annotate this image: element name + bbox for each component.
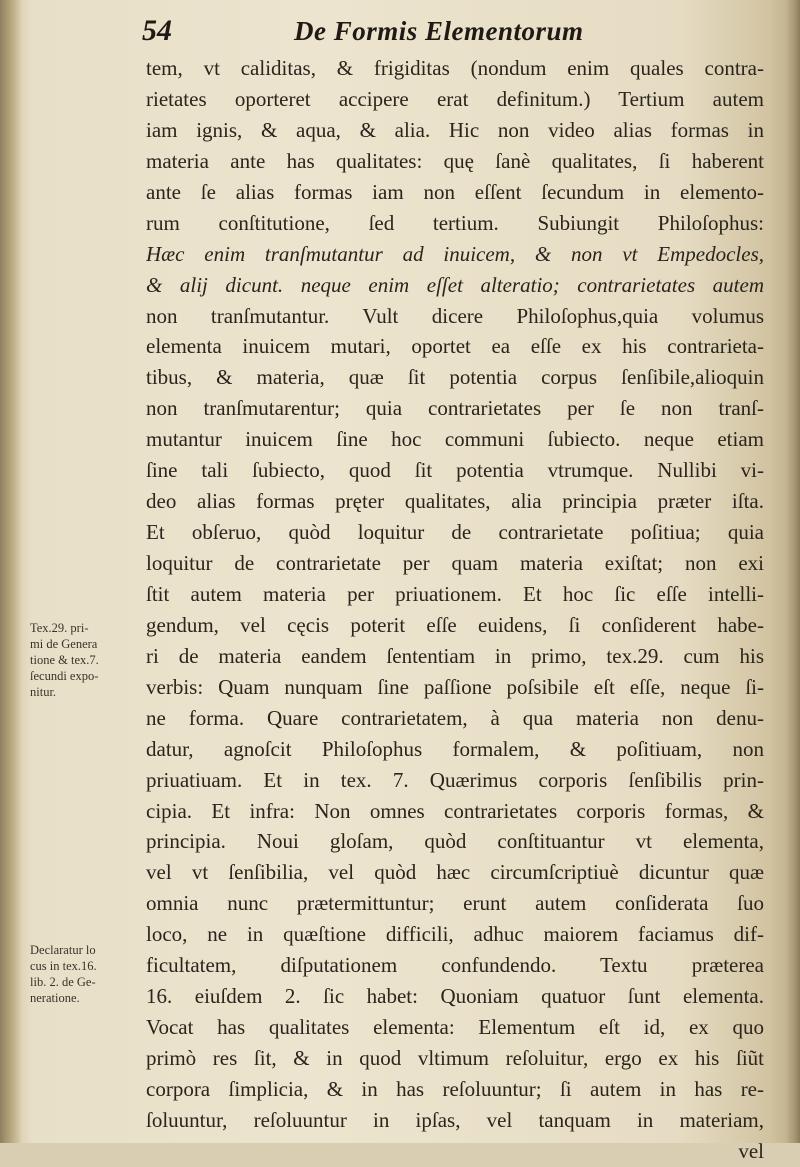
text-line: & alij dicunt. neque enim eſſet alteratio; contrarietates autem [146,272,764,297]
text-line: materia ante has qualitates: quę ſanè qualitates, ſi haberent [146,148,764,173]
gutter-shadow [0,0,22,1143]
text-line: ſoluuntur, reſoluuntur in ipſas, vel tanquam in materiam, [146,1107,764,1132]
marginal-note-line: cus in tex.16. [30,959,97,973]
text-line: deo alias formas pręter qualitates, alia principia præter iſta. [146,489,764,514]
text-line: loquitur de contrarietate per quam materia exiſtat; non exi [146,551,764,575]
text-line: 16. eiuſdem 2. ſic habet: Quoniam quatuor ſunt elementa. [146,984,764,1009]
marginal-note-tex29 [30,620,138,700]
text-line: primò res ſit, & in quod vltimum reſoluitur, ergo ex his ſiũt [146,1046,764,1070]
marginal-note-tex16 [30,942,138,1006]
text-line: iam ignis, & aqua, & alia. Hic non video alias formas in [146,117,764,142]
text-line: priuatiuam. Et in tex. 7. Quærimus corporis ſenſibilis prin- [146,767,764,792]
marginal-note-line: neratione. [30,991,80,1005]
text-line: mutantur inuicem ſine hoc communi ſubiecto. neque etiam [146,427,764,452]
text-line: ne forma. Quare contrarietatem, à qua materia non denu- [146,705,764,730]
text-line: elementa inuicem mutari, oportet ea eſſe ex his contrarieta- [146,334,764,359]
marginal-note-line: Declaratur lo [30,943,96,957]
text-line: non tranſmutarentur; quia contrarietates per ſe non tranſ- [146,396,764,421]
marginal-note-line: ſecundi expo- [30,669,99,683]
marginal-note-line: Tex.29. pri- [30,621,89,635]
text-line: principia. Noui gloſam, quòd conſtituantur vt elementa, [146,829,764,854]
marginal-note-line: mi de Genera [30,637,98,651]
text-line: verbis: Quam nunquam ſine paſſione poſsibile eſt eſſe, neque ſi- [146,674,764,699]
text-line: tibus, & materia, quæ ſit potentia corpus ſenſibile,alioquin [146,365,764,390]
text-line: non tranſmutantur. Vult dicere Philoſophus,quia volumus [146,303,764,328]
page-number: 54 [142,14,172,47]
text-line: corpora ſimplicia, & in has reſoluuntur; ſi autem in has re- [146,1076,764,1101]
catchword: vel [738,1138,764,1163]
text-line: vel vt ſenſibilia, vel quòd hæc circumſcriptiuè dicuntur quæ [146,860,764,885]
page-edge [786,0,800,1143]
text-line: ante ſe alias formas iam non eſſent ſecundum in elemento- [146,179,764,204]
text-line: Et obſeruo, quòd loquitur de contrarietate poſitiua; quia [146,520,764,545]
body-text [146,53,764,1167]
text-line: Vocat has qualitates elementa: Elementum eſt id, ex quo [146,1015,764,1040]
marginal-note-line: lib. 2. de Ge- [30,975,96,989]
text-line: ficultatem, diſputationem confundendo. Textu præterea [146,953,764,978]
text-line: gendum, vel cęcis poterit eſſe euidens, ſi conſiderent habe- [146,612,764,637]
text-line: ſine tali ſubiecto, quod ſit potentia vtrumque. Nullibi vi- [146,458,764,483]
text-line: omnia nunc prætermittuntur; erunt autem conſiderata ſuo [146,891,764,916]
text-line: cipia. Et infra: Non omnes contrarietates corporis formas, & [146,798,764,823]
text-line: rum conſtitutione, ſed tertium. Subiungit Philoſophus: [146,210,764,235]
text-line: tem, vt caliditas, & frigiditas (nondum enim quales contra- [146,56,764,80]
text-line: ri de materia eandem ſententiam in primo, tex.29. cum his [146,643,764,668]
text-line: Hæc enim tranſmutantur ad inuicem, & non vt Empedocles, [146,241,764,266]
text-line: datur, agnoſcit Philoſophus formalem, & poſitiuam, non [146,736,764,761]
text-line: rietates oporteret accipere erat definitum.) Tertium autem [146,86,764,111]
text-line: loco, ne in quæſtione difficili, adhuc maiorem faciamus dif- [146,922,764,947]
running-head: De Formis Elementorum [294,16,584,46]
text-line: ſtit autem materia per priuationem. Et hoc ſic eſſe intelli- [146,581,764,606]
marginal-note-line: nitur. [30,685,57,699]
marginal-note-line: tione & tex.7. [30,653,99,667]
